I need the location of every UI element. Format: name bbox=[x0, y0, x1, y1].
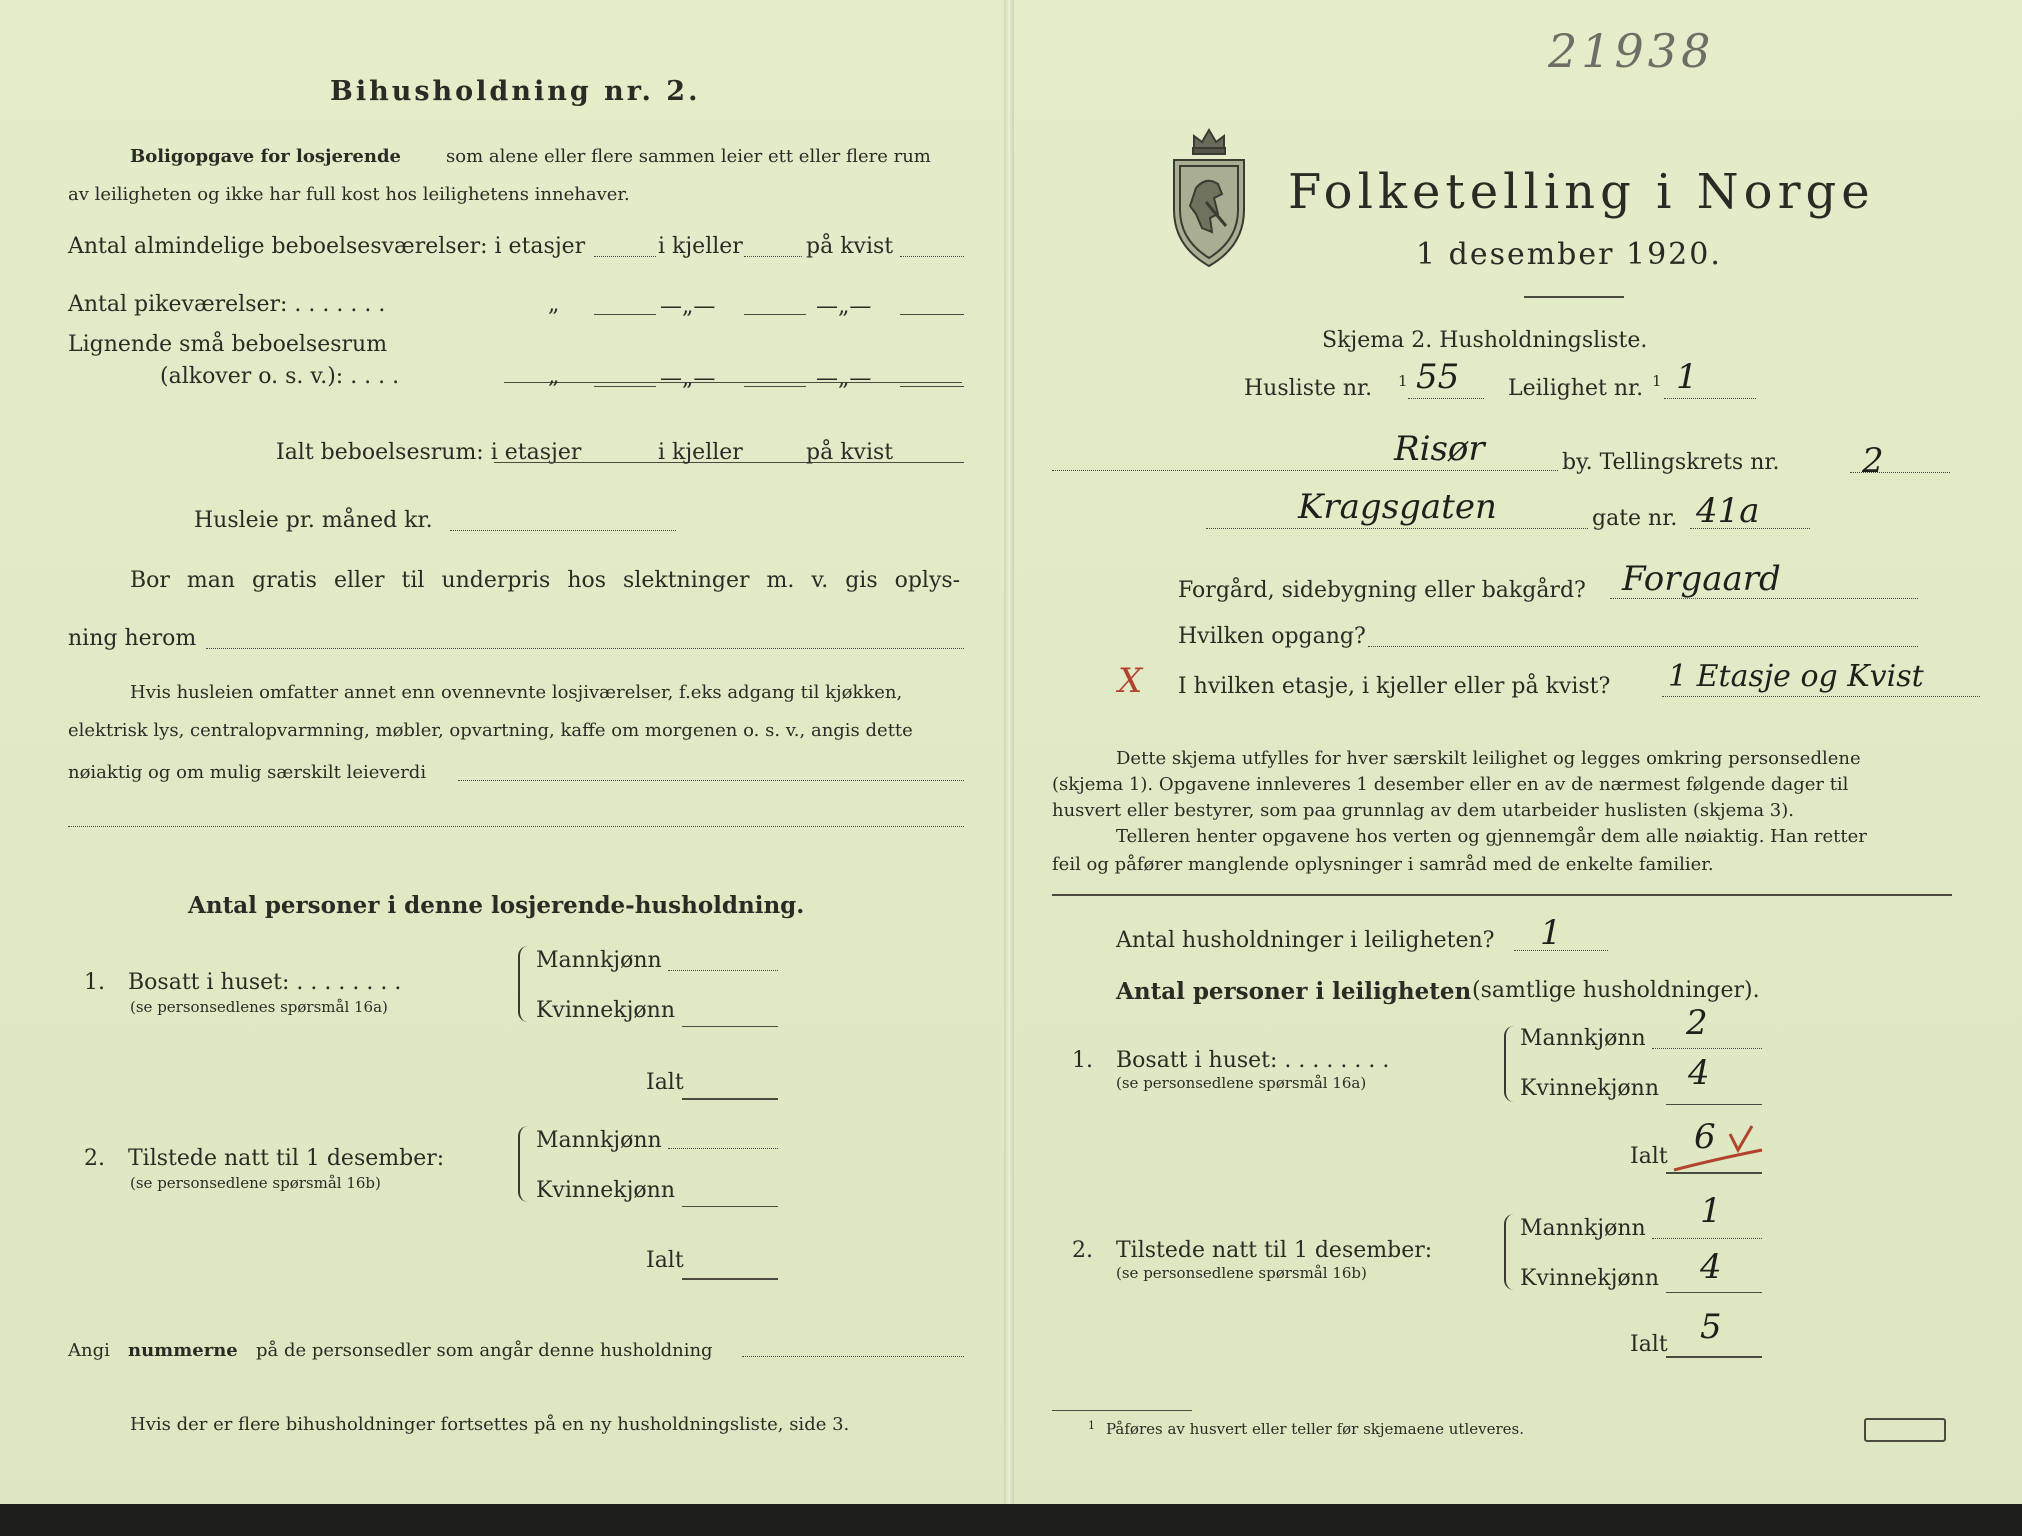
by-label: by. Tellingskrets nr. bbox=[1562, 450, 1780, 475]
right-q1-ialt-value: 6 bbox=[1694, 1117, 1716, 1157]
leilighet-value: 1 bbox=[1676, 357, 1698, 397]
q1-kvinne-field[interactable] bbox=[682, 1026, 778, 1027]
q1-ialt-label: Ialt bbox=[646, 1070, 684, 1095]
footnote-text: Påføres av husvert eller teller før skjemaene utleveres. bbox=[1106, 1420, 1524, 1438]
right-q1-ialt-field[interactable] bbox=[1666, 1172, 1762, 1174]
rooms-kvist-field[interactable] bbox=[900, 256, 964, 257]
right-q2-ialt-field[interactable] bbox=[1666, 1356, 1762, 1358]
forgaard-label: Forgård, sidebygning eller bakgård? bbox=[1178, 578, 1586, 603]
right-q2-mann-field[interactable] bbox=[1652, 1238, 1762, 1239]
printer-stamp bbox=[1864, 1418, 1946, 1442]
date-rule bbox=[1524, 296, 1624, 298]
schema-label: Skjema 2. Husholdningsliste. bbox=[1322, 328, 1648, 353]
total-etasjer-field[interactable] bbox=[594, 462, 656, 463]
small-rooms-ditto-3: —„— bbox=[816, 366, 872, 391]
town-field[interactable] bbox=[1052, 470, 1558, 471]
leilighet-label: Leilighet nr. bbox=[1508, 376, 1644, 401]
right-q1-mann-field[interactable] bbox=[1652, 1048, 1762, 1049]
footnote-sup: 1 bbox=[1088, 1419, 1095, 1432]
gate-label: gate nr. bbox=[1592, 506, 1678, 531]
q1-kvinne-label: Kvinnekjønn bbox=[536, 998, 675, 1023]
krets-value: 2 bbox=[1862, 441, 1884, 481]
small-rooms-ditto-2: —„— bbox=[660, 366, 716, 391]
hush-label: Antal husholdninger i leiligheten? bbox=[1116, 928, 1495, 953]
right-q1-mann-label: Mannkjønn bbox=[1520, 1026, 1646, 1051]
incl-line-2: elektrisk lys, centralopvarmning, møbler, opvartning, kaffe om morgenen o. s. v., angis dette bbox=[68, 720, 913, 741]
incl-line-1: Hvis husleien omfatter annet enn ovennevnte losjiværelser, f.eks adgang til kjøkken, bbox=[130, 682, 903, 703]
rooms-label: Antal almindelige beboelsesværelser: i etasjer bbox=[68, 234, 586, 259]
q2-label: Tilstede natt til 1 desember: bbox=[128, 1146, 445, 1171]
etasje-field[interactable] bbox=[1662, 696, 1980, 697]
q1-brace bbox=[518, 946, 530, 1022]
left-footer: Hvis der er flere bihusholdninger fortsettes på en ny husholdningsliste, side 3. bbox=[130, 1414, 850, 1435]
q2-ialt-label: Ialt bbox=[646, 1248, 684, 1273]
small-rooms-label-1: Lignende små beboelsesrum bbox=[68, 332, 388, 357]
incl-field-2[interactable] bbox=[68, 826, 964, 827]
husliste-value: 55 bbox=[1416, 357, 1460, 397]
pike-etasjer-field[interactable] bbox=[594, 314, 656, 315]
small-rooms-ditto: „ bbox=[548, 364, 560, 389]
small-rooms-kvist-field[interactable] bbox=[900, 386, 964, 387]
persons-heading: Antal personer i denne losjerende-husholdning. bbox=[188, 892, 805, 919]
numbers-label-bold: nummerne bbox=[128, 1340, 238, 1361]
right-q1-label: Bosatt i huset: . . . . . . . . bbox=[1116, 1048, 1390, 1073]
total-kvist-field[interactable] bbox=[900, 462, 964, 463]
right-q1-brace bbox=[1504, 1026, 1516, 1102]
opgang-label: Hvilken opgang? bbox=[1178, 624, 1366, 649]
street-field[interactable] bbox=[1206, 528, 1588, 529]
husliste-sup: 1 bbox=[1398, 372, 1408, 390]
krets-field[interactable] bbox=[1850, 472, 1950, 473]
q1-number: 1. bbox=[84, 970, 105, 995]
right-q1-ialt-label: Ialt bbox=[1630, 1144, 1668, 1169]
q1-sub: (se personsedlenes spørsmål 16a) bbox=[130, 998, 388, 1016]
instr-line-5: feil og påfører manglende oplysninger i samråd med de enkelte familier. bbox=[1052, 854, 1714, 875]
right-q1-kvinne-value: 4 bbox=[1688, 1053, 1710, 1093]
free-line-1: Bor man gratis eller til underpris hos slektninger m. v. gis oplys- bbox=[130, 568, 961, 593]
q1-ialt-field[interactable] bbox=[682, 1098, 778, 1100]
right-q2-ialt-value: 5 bbox=[1700, 1307, 1722, 1347]
hush-field[interactable] bbox=[1514, 950, 1608, 951]
q2-kvinne-field[interactable] bbox=[682, 1206, 778, 1207]
right-q1-number: 1. bbox=[1072, 1048, 1093, 1073]
instr-line-3: husvert eller bestyrer, som paa grunnlag av dem utarbeider huslisten (skjema 3). bbox=[1052, 800, 1794, 821]
right-q2-ialt-label: Ialt bbox=[1630, 1332, 1668, 1357]
right-q2-kvinne-value: 4 bbox=[1700, 1247, 1722, 1287]
incl-field[interactable] bbox=[458, 780, 964, 781]
free-line-2: ning herom bbox=[68, 626, 197, 651]
q1-label: Bosatt i huset: . . . . . . . . bbox=[128, 970, 402, 995]
incl-line-3: nøiaktig og om mulig særskilt leieverdi bbox=[68, 762, 427, 783]
hush-value: 1 bbox=[1540, 913, 1562, 953]
husliste-field[interactable] bbox=[1408, 398, 1484, 399]
etasje-label: I hvilken etasje, i kjeller eller på kvist? bbox=[1178, 674, 1611, 699]
total-kjeller-label: i kjeller bbox=[658, 440, 743, 465]
pike-ditto-3: —„— bbox=[816, 294, 872, 319]
street-value: Kragsgaten bbox=[1298, 487, 1497, 527]
right-q1-kvinne-field[interactable] bbox=[1666, 1104, 1762, 1105]
rooms-kjeller-field[interactable] bbox=[744, 256, 802, 257]
instr-line-2: (skjema 1). Opgavene innleveres 1 desember eller en av de nærmest følgende dager til bbox=[1052, 774, 1849, 795]
q1-mann-field[interactable] bbox=[668, 970, 778, 971]
q2-sub: (se personsedlene spørsmål 16b) bbox=[130, 1174, 381, 1192]
forgaard-value: Forgaard bbox=[1622, 559, 1781, 599]
small-rooms-label-2: (alkover o. s. v.): . . . . bbox=[160, 364, 400, 389]
rooms-etasjer-field[interactable] bbox=[594, 256, 656, 257]
q2-ialt-field[interactable] bbox=[682, 1278, 778, 1280]
q2-mann-field[interactable] bbox=[668, 1148, 778, 1149]
q1-mann-label: Mannkjønn bbox=[536, 948, 662, 973]
ialt-checkmark-icon bbox=[1672, 1117, 1768, 1176]
right-q2-mann-label: Mannkjønn bbox=[1520, 1216, 1646, 1241]
right-q2-number: 2. bbox=[1072, 1238, 1093, 1263]
right-q2-kvinne-field[interactable] bbox=[1666, 1292, 1762, 1293]
right-persons-heading-rest: (samtlige husholdninger). bbox=[1472, 978, 1760, 1003]
q2-number: 2. bbox=[84, 1146, 105, 1171]
husliste-label: Husliste nr. bbox=[1244, 376, 1373, 401]
pike-label: Antal pikeværelser: . . . . . . . bbox=[68, 292, 386, 317]
instr-line-4: Telleren henter opgavene hos verten og gjennemgår dem alle nøiaktig. Han retter bbox=[1116, 826, 1867, 847]
gate-field[interactable] bbox=[1690, 528, 1810, 529]
norway-coat-of-arms-icon bbox=[1166, 118, 1252, 270]
instr-rule bbox=[1052, 894, 1952, 896]
intro-rest: som alene eller flere sammen leier ett eller flere rum bbox=[446, 146, 931, 167]
right-title: Folketelling i Norge bbox=[1288, 164, 1875, 220]
numbers-label-1: Angi bbox=[68, 1340, 110, 1361]
left-title: Bihusholdning nr. 2. bbox=[330, 76, 701, 107]
right-q2-sub: (se personsedlene spørsmål 16b) bbox=[1116, 1264, 1367, 1282]
leilighet-sup: 1 bbox=[1652, 372, 1662, 390]
rent-label: Husleie pr. måned kr. bbox=[194, 508, 433, 533]
right-q2-label: Tilstede natt til 1 desember: bbox=[1116, 1238, 1433, 1263]
small-rooms-underline bbox=[504, 382, 962, 383]
page-fold bbox=[1004, 0, 1014, 1536]
free-field[interactable] bbox=[206, 648, 964, 649]
total-kvist-label: på kvist bbox=[806, 440, 894, 465]
census-date: 1 desember 1920. bbox=[1416, 237, 1722, 272]
q2-brace bbox=[518, 1126, 530, 1202]
footnote-rule bbox=[1052, 1410, 1192, 1411]
scan-bottom-edge bbox=[0, 1504, 2022, 1536]
intro-line2: av leiligheten og ikke har full kost hos leilighetens innehaver. bbox=[68, 184, 630, 205]
archive-number: 21938 bbox=[1548, 24, 1715, 78]
numbers-label-2: på de personsedler som angår denne husholdning bbox=[256, 1340, 713, 1361]
pike-kvist-field[interactable] bbox=[900, 314, 964, 315]
right-q2-mann-value: 1 bbox=[1700, 1191, 1722, 1231]
rooms-kjeller-label: i kjeller bbox=[658, 234, 743, 259]
etasje-value: 1 Etasje og Kvist bbox=[1668, 659, 1924, 694]
right-q2-brace bbox=[1504, 1214, 1516, 1290]
forgaard-field[interactable] bbox=[1610, 598, 1918, 599]
opgang-field[interactable] bbox=[1368, 646, 1918, 647]
small-rooms-kjeller-field[interactable] bbox=[744, 386, 806, 387]
pike-ditto: „ bbox=[548, 292, 560, 317]
pike-ditto-2: —„— bbox=[660, 294, 716, 319]
right-q2-kvinne-label: Kvinnekjønn bbox=[1520, 1266, 1659, 1291]
numbers-field[interactable] bbox=[742, 1356, 964, 1357]
small-rooms-etasjer-field[interactable] bbox=[594, 386, 656, 387]
etasje-red-mark: X bbox=[1118, 661, 1143, 701]
q2-mann-label: Mannkjønn bbox=[536, 1128, 662, 1153]
q2-kvinne-label: Kvinnekjønn bbox=[536, 1178, 675, 1203]
instr-line-1: Dette skjema utfylles for hver særskilt leilighet og legges omkring personsedlene bbox=[1116, 748, 1861, 769]
gate-value: 41a bbox=[1696, 491, 1760, 531]
right-q1-sub: (se personsedlene spørsmål 16a) bbox=[1116, 1074, 1367, 1092]
town-value: Risør bbox=[1394, 429, 1485, 469]
total-rooms-label: Ialt beboelsesrum: i etasjer bbox=[276, 440, 582, 465]
total-kjeller-field[interactable] bbox=[744, 462, 802, 463]
rent-field[interactable] bbox=[450, 530, 676, 531]
rooms-kvist-label: på kvist bbox=[806, 234, 894, 259]
right-q1-mann-value: 2 bbox=[1686, 1003, 1708, 1043]
leilighet-field[interactable] bbox=[1664, 398, 1756, 399]
right-persons-heading-bold: Antal personer i leiligheten bbox=[1116, 978, 1472, 1005]
intro-bold: Boligopgave for losjerende bbox=[130, 146, 402, 167]
pike-kjeller-field[interactable] bbox=[744, 314, 806, 315]
right-q1-kvinne-label: Kvinnekjønn bbox=[1520, 1076, 1659, 1101]
